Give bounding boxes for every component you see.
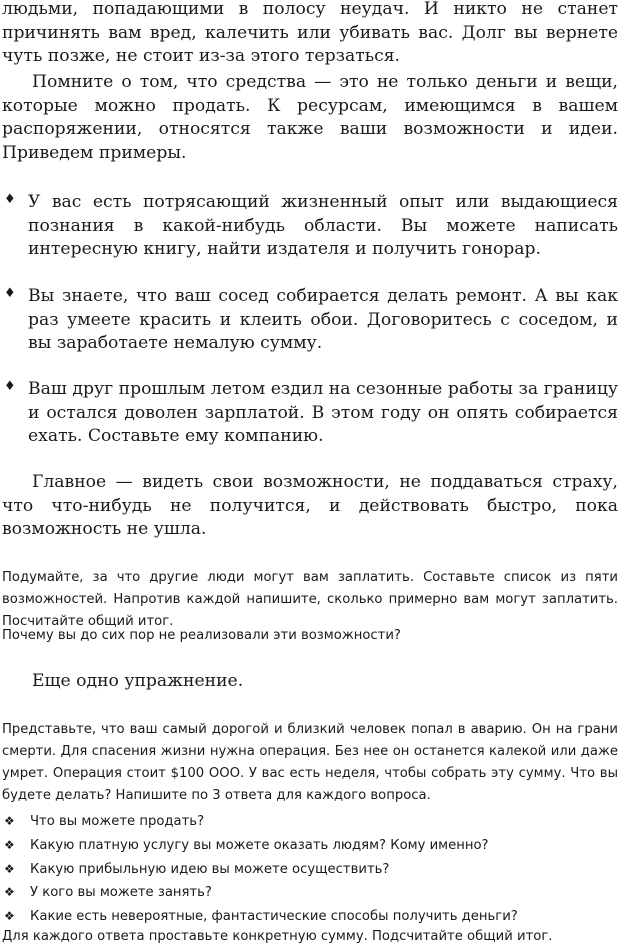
list-item <box>2 810 618 834</box>
paragraph-1: людьми, попадающими в полосу неудач. И никто не станет причинять вам вред, калечить или убивать вас. Долг вы вернете чуть позже, не стоит из-за этого терзаться. <box>2 0 618 66</box>
task-2: Представьте, что ваш самый дорогой и близкий человек попал в аварию. Он на грани смерти. Для спасения жизни нужна операция. Без нее он останется калекой или даже умрет. Операция стоит $100 ООО. У вас есть неделя, чтобы собрать эту сумму. Что вы будете делать? Напишите по 3 ответа для каждого вопроса. <box>2 722 618 803</box>
bullet-text: Вы знаете, что ваш сосед собирается делать ремонт. А вы как раз умеете красить и клеить обои. Договоритесь с соседом, и вы заработаете немалую сумму. <box>28 286 618 353</box>
bullet-item-2 <box>0 285 618 356</box>
list-item <box>2 834 618 858</box>
diamond-bullet-icon: ♦ <box>4 379 16 394</box>
diamond-cluster-icon: ❖ <box>4 861 15 876</box>
question-text: У кого вы можете занять? <box>30 885 212 901</box>
question-list <box>2 810 618 929</box>
exercise-heading: Еще одно упражнение. <box>32 671 244 691</box>
paragraph-2: Помните о том, что средства — это не только деньги и вещи, которые можно продать. К ресурсам, имеющимся в вашем распоряжении, относятся также ваши возможности и идеи. Приведем примеры. <box>2 72 618 163</box>
diamond-cluster-icon: ❖ <box>4 885 15 900</box>
task-1-question: Почему вы до сих пор не реализовали эти возможности? <box>2 628 401 643</box>
question-text: Какую платную услугу вы можете оказать людям? Кому именно? <box>30 837 489 853</box>
diamond-bullet-icon: ♦ <box>4 286 16 301</box>
paragraph-3: Главное — видеть свои возможности, не поддаваться страху, что что-нибудь не получится, и действовать быстро, пока возможность не ушла. <box>2 472 618 539</box>
list-item <box>2 858 618 882</box>
diamond-bullet-icon: ♦ <box>4 192 16 207</box>
question-text: Какие есть невероятные, фантастические способы получить деньги? <box>30 909 518 925</box>
bullet-text: Ваш друг прошлым летом ездил на сезонные работы за границу и остался доволен зарплатой. В этом году он опять собирается ехать. Составьте ему компанию. <box>28 379 618 446</box>
task-1: Подумайте, за что другие люди могут вам заплатить. Составьте список из пяти возможностей. Напротив каждой напишите, сколько примерно вам могут заплатить. Посчитайте общий итог. <box>2 570 618 629</box>
question-text: Что вы можете продать? <box>30 814 205 829</box>
question-text: Какую прибыльную идею вы можете осуществить? <box>30 861 390 877</box>
final-instruction: Для каждого ответа проставьте конкретную сумму. Подсчитайте общий итог. <box>2 929 553 944</box>
list-item <box>2 881 618 905</box>
bullet-item-3 <box>0 378 618 449</box>
bullet-text: У вас есть потрясающий жизненный опыт или выдающиеся познания в какой-нибудь области. Вы можете написать интересную книгу, найти издателя и получить гонорар. <box>28 192 618 259</box>
diamond-cluster-icon: ❖ <box>4 909 15 924</box>
diamond-cluster-icon: ❖ <box>4 814 15 828</box>
bullet-item-1 <box>0 191 618 262</box>
diamond-cluster-icon: ❖ <box>4 837 15 852</box>
